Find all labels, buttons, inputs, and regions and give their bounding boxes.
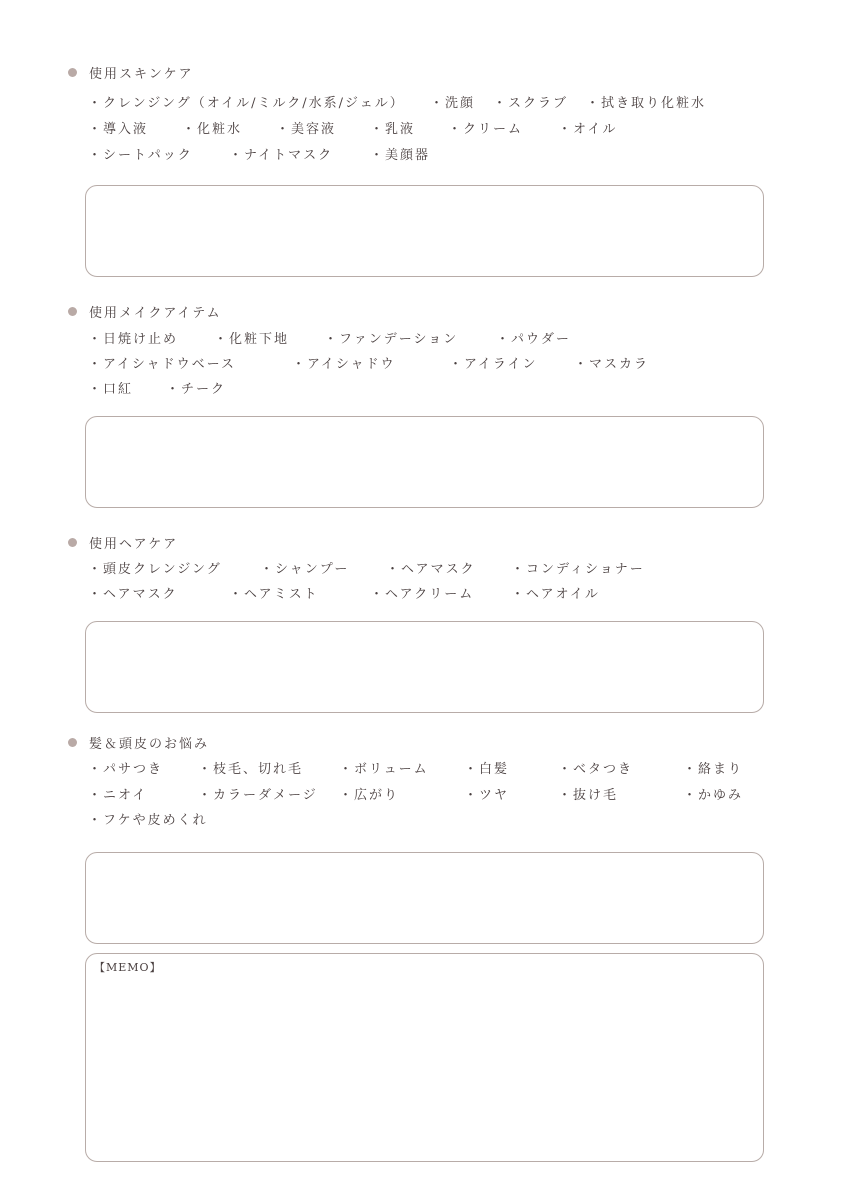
haircare-option[interactable]: ・シャンプー [260, 562, 350, 577]
haircare-option[interactable]: ・ヘアクリーム [370, 587, 475, 602]
concern-option[interactable]: ・かゆみ [683, 788, 744, 803]
memo-label: 【MEMO】 [94, 961, 162, 974]
makeup-option[interactable]: ・チーク [166, 382, 227, 397]
makeup-option[interactable]: ・口紅 [88, 382, 134, 397]
haircare-option[interactable]: ・ヘアミスト [229, 587, 319, 602]
skincare-option[interactable]: ・化粧水 [182, 122, 243, 137]
skincare-title: 使用スキンケア [89, 67, 194, 82]
skincare-notes-box[interactable] [85, 185, 764, 277]
haircare-option[interactable]: ・ヘアオイル [511, 587, 600, 602]
makeup-title: 使用メイクアイテム [89, 306, 222, 321]
skincare-option[interactable]: ・クリーム [448, 122, 524, 137]
makeup-option[interactable]: ・日焼け止め [88, 332, 179, 347]
concern-option[interactable]: ・ニオイ [88, 788, 148, 803]
haircare-option[interactable]: ・ヘアマスク [88, 587, 178, 602]
makeup-notes-box[interactable] [85, 416, 764, 508]
haircare-option[interactable]: ・コンディショナー [511, 562, 645, 577]
haircare-notes-box[interactable] [85, 621, 764, 713]
concern-option[interactable]: ・白髪 [464, 762, 510, 777]
concern-option[interactable]: ・パサつき [88, 762, 164, 777]
skincare-option[interactable]: ・拭き取り化粧水 [586, 96, 707, 111]
makeup-section-title [68, 302, 222, 321]
concern-option[interactable]: ・ツヤ [464, 788, 510, 803]
makeup-option[interactable]: ・ファンデーション [324, 332, 459, 347]
concern-option[interactable]: ・絡まり [683, 762, 744, 777]
skincare-option[interactable]: ・オイル [558, 122, 618, 137]
bullet-dot-icon [68, 738, 77, 747]
bullet-dot-icon [68, 68, 77, 77]
concerns-section-title [68, 733, 209, 752]
makeup-option[interactable]: ・アイシャドウベース [88, 357, 236, 372]
concern-option[interactable]: ・枝毛、切れ毛 [198, 762, 304, 777]
skincare-option[interactable]: ・ナイトマスク [229, 148, 334, 163]
makeup-option[interactable]: ・アイライン [449, 357, 538, 372]
bullet-dot-icon [68, 307, 77, 316]
memo-box[interactable] [85, 953, 764, 1162]
concerns-title: 髪＆頭皮のお悩み [89, 737, 210, 752]
makeup-option[interactable]: ・アイシャドウ [292, 357, 396, 372]
concern-option[interactable]: ・フケや皮めくれ [88, 813, 208, 828]
concerns-notes-box[interactable] [85, 852, 764, 944]
skincare-option[interactable]: ・シートパック [88, 148, 193, 163]
skincare-option[interactable]: ・スクラブ [493, 96, 569, 111]
concern-option[interactable]: ・広がり [339, 788, 400, 803]
skincare-section-title [68, 63, 194, 82]
concern-option[interactable]: ・ボリューム [339, 762, 429, 777]
bullet-dot-icon [68, 538, 77, 547]
skincare-option[interactable]: ・美容液 [276, 122, 337, 137]
haircare-title: 使用ヘアケア [89, 537, 179, 552]
haircare-section-title [68, 533, 178, 552]
skincare-option[interactable]: ・洗顔 [430, 96, 476, 111]
makeup-option[interactable]: ・マスカラ [574, 357, 650, 372]
skincare-option[interactable]: ・美顔器 [370, 148, 431, 163]
skincare-option[interactable]: ・クレンジング（オイル/ミルク/水系/ジェル） [88, 96, 405, 111]
makeup-option[interactable]: ・パウダー [496, 332, 571, 347]
skincare-option[interactable]: ・導入液 [88, 122, 149, 137]
makeup-option[interactable]: ・化粧下地 [214, 332, 290, 347]
concern-option[interactable]: ・ベタつき [558, 762, 634, 777]
haircare-option[interactable]: ・ヘアマスク [386, 562, 476, 577]
concern-option[interactable]: ・カラーダメージ [198, 788, 318, 803]
concern-option[interactable]: ・抜け毛 [558, 788, 619, 803]
skincare-option[interactable]: ・乳液 [370, 122, 416, 137]
haircare-option[interactable]: ・頭皮クレンジング [88, 562, 222, 577]
